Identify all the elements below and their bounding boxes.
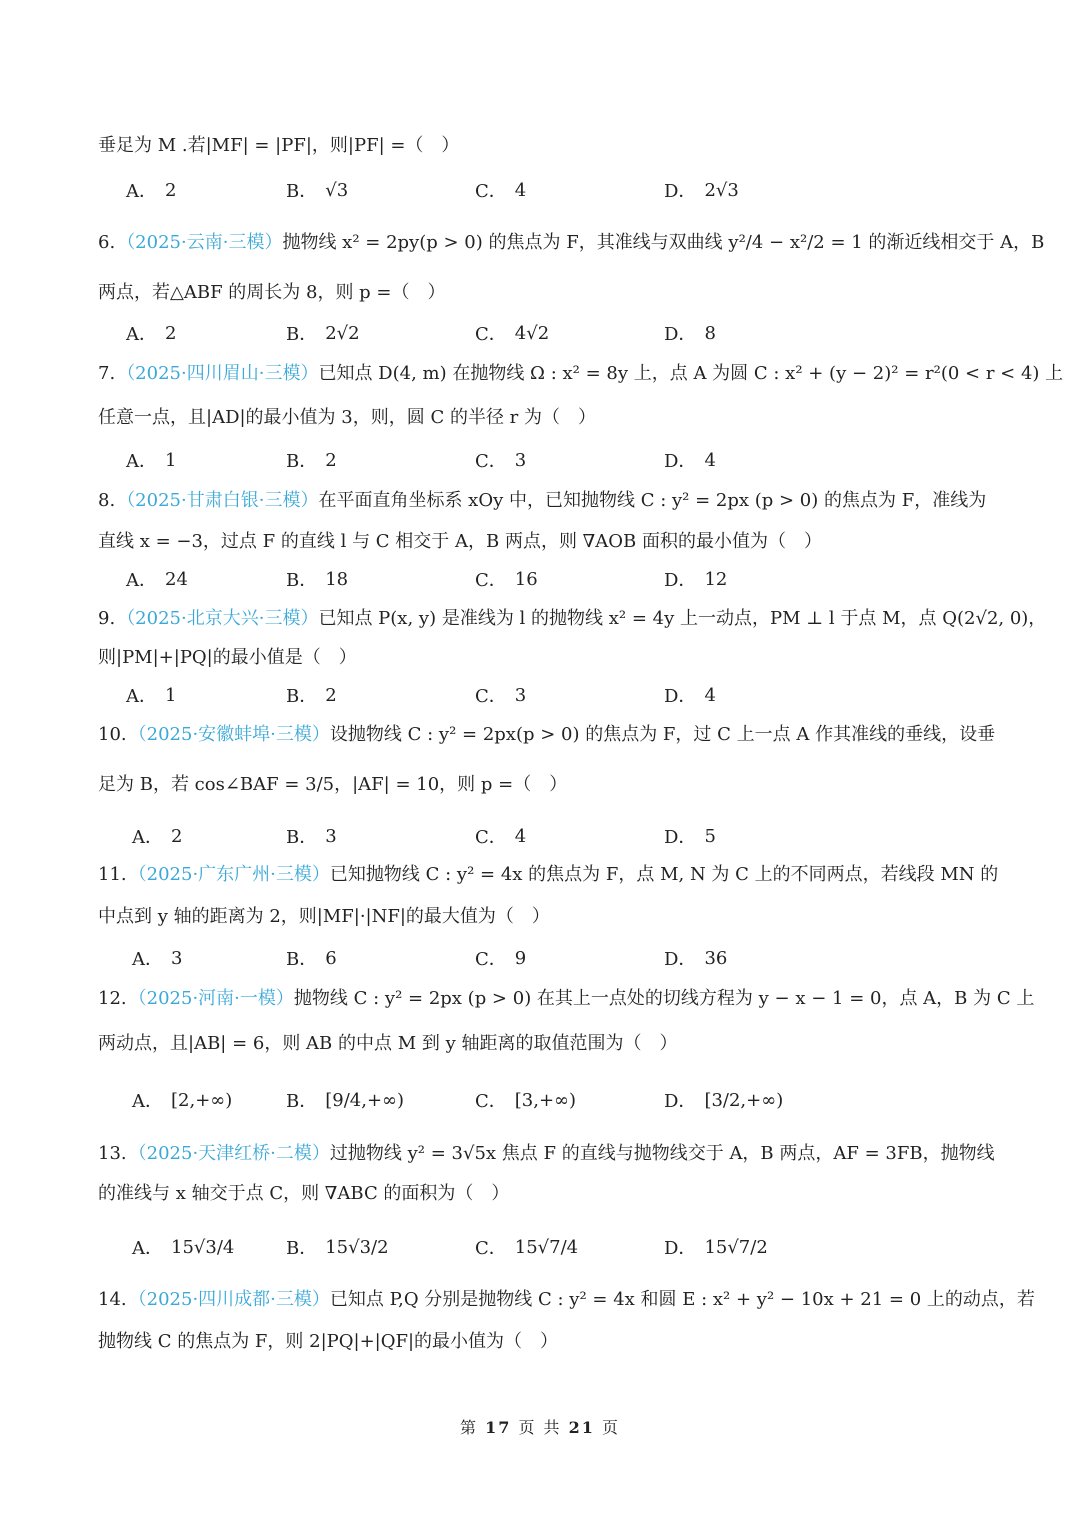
q14-line-1: 14. （2025·四川成都·三模）已知点 P,Q 分别是抛物线 C : y² = 4x 和圆 E : x² + y² − 10x + 21 = 0 上的动点，若 — [98, 1289, 1035, 1310]
q7-line-2: 任意一点，且|AD|的最小值为 3，则，圆 C 的半径 r 为（ ） — [98, 407, 596, 428]
options-q13 — [0, 1219, 1080, 1275]
question-source: （2025·广东广州·三模） — [128, 864, 330, 885]
option-b[interactable]: B． 6 — [286, 947, 337, 970]
option-d[interactable]: D． 36 — [664, 947, 728, 970]
options-q11 — [0, 930, 1080, 986]
option-b[interactable]: B． [9/4,+∞) — [286, 1089, 405, 1112]
options-q10 — [0, 808, 1080, 864]
option-c[interactable]: C． 3 — [475, 449, 527, 472]
question-source: （2025·北京大兴·三模） — [117, 608, 319, 629]
option-a[interactable]: A． 2 — [126, 179, 177, 202]
question-source: （2025·河南·一模） — [128, 988, 294, 1009]
q8-line-1: 8. （2025·甘肃白银·三模）在平面直角坐标系 xOy 中，已知抛物线 C : y² = 2px (p > 0) 的焦点为 F，准线为 — [98, 490, 987, 511]
question-number: 13. — [98, 1143, 127, 1164]
option-a[interactable]: A． 2 — [126, 322, 177, 345]
option-c[interactable]: C． 4 — [475, 179, 527, 202]
option-c[interactable]: C． 9 — [475, 947, 527, 970]
option-d[interactable]: D． [3/2,+∞) — [664, 1089, 784, 1112]
q6-line-1: 6. （2025·云南·三模）抛物线 x² = 2py(p > 0) 的焦点为 F，其准线与双曲线 y²/4 − x²/2 = 1 的渐近线相交于 A，B — [98, 232, 1045, 253]
question-number: 9. — [98, 608, 116, 629]
q7-line-1: 7. （2025·四川眉山·三模）已知点 D(4, m) 在抛物线 Ω : x² = 8y 上，点 A 为圆 C : x² + (y − 2)² = r²(0 < r < 4) 上 — [98, 363, 1064, 384]
page-footer: 第 17 页 共 21 页 — [459, 1418, 621, 1437]
question-number: 6. — [98, 232, 116, 253]
question-number: 7. — [98, 363, 116, 384]
question-source: （2025·安徽蚌埠·三模） — [128, 724, 330, 745]
q11-line-1: 11. （2025·广东广州·三模）已知抛物线 C : y² = 4x 的焦点为 F，点 M, N 为 C 上的不同两点，若线段 MN 的 — [98, 864, 999, 885]
option-c[interactable]: C． 3 — [475, 684, 527, 707]
total-page-number: 21 — [568, 1418, 595, 1437]
q12-line-2: 两动点，且|AB| = 6，则 AB 的中点 M 到 y 轴距离的取值范围为（ ） — [98, 1033, 678, 1054]
question-source: （2025·四川成都·三模） — [128, 1289, 330, 1310]
question-number: 14. — [98, 1289, 127, 1310]
options-q5 — [0, 162, 1080, 218]
option-d[interactable]: D． 2√3 — [664, 179, 739, 202]
option-a[interactable]: A． 1 — [126, 449, 177, 472]
option-b[interactable]: B． 2 — [286, 449, 337, 472]
question-number: 12. — [98, 988, 127, 1009]
question-source: （2025·云南·三模） — [117, 232, 283, 253]
q8-line-2: 直线 x = −3，过点 F 的直线 l 与 C 相交于 A，B 两点，则 ∇AOB 面积的最小值为（ ） — [98, 531, 822, 552]
options-q9 — [0, 667, 1080, 723]
option-d[interactable]: D． 8 — [664, 322, 716, 345]
q10-line-2: 足为 B，若 cos∠BAF = 3/5，|AF| = 10，则 p =（ ） — [98, 774, 568, 795]
q9-line-1: 9. （2025·北京大兴·三模）已知点 P(x, y) 是准线为 l 的抛物线 x² = 4y 上一动点，PM ⊥ l 于点 M，点 Q(2√2, 0)， — [98, 608, 1047, 629]
options-q6 — [0, 305, 1080, 361]
option-a[interactable]: A． 3 — [132, 947, 183, 970]
question-number: 11. — [98, 864, 127, 885]
q6-line-2: 两点，若△ABF 的周长为 8，则 p =（ ） — [98, 282, 446, 303]
option-c[interactable]: C． 4√2 — [475, 322, 550, 345]
q10-line-1: 10. （2025·安徽蚌埠·三模）设抛物线 C : y² = 2px(p > 0) 的焦点为 F，过 C 上一点 A 作其准线的垂线，设垂 — [98, 724, 996, 745]
option-a[interactable]: A． 1 — [126, 684, 177, 707]
option-c[interactable]: C． [3,+∞) — [475, 1089, 577, 1112]
question-source: （2025·天津红桥·二模） — [128, 1143, 330, 1164]
option-c[interactable]: C． 16 — [475, 568, 538, 591]
q13-line-2: 的准线与 x 轴交于点 C，则 ∇ABC 的面积为（ ） — [98, 1183, 510, 1204]
question-source: （2025·甘肃白银·三模） — [117, 490, 319, 511]
q14-line-2: 抛物线 C 的焦点为 F，则 2|PQ|+|QF|的最小值为（ ） — [98, 1331, 559, 1352]
option-d[interactable]: D． 15√7/2 — [664, 1236, 768, 1259]
option-a[interactable]: A． 15√3/4 — [132, 1236, 235, 1259]
option-d[interactable]: D． 4 — [664, 449, 716, 472]
option-b[interactable]: B． 2√2 — [286, 322, 360, 345]
q13-line-1: 13. （2025·天津红桥·二模）过抛物线 y² = 3√5x 焦点 F 的直线与抛物线交于 A，B 两点，AF = 3FB，抛物线 — [98, 1143, 995, 1164]
q11-line-2: 中点到 y 轴的距离为 2，则|MF|·|NF|的最大值为（ ） — [98, 906, 550, 927]
options-q8 — [0, 551, 1080, 607]
option-b[interactable]: B． 18 — [286, 568, 349, 591]
option-b[interactable]: B． √3 — [286, 179, 349, 202]
option-d[interactable]: D． 4 — [664, 684, 716, 707]
option-b[interactable]: B． 15√3/2 — [286, 1236, 389, 1259]
option-a[interactable]: A． 2 — [132, 825, 183, 848]
option-a[interactable]: A． [2,+∞) — [132, 1089, 233, 1112]
option-c[interactable]: C． 4 — [475, 825, 527, 848]
options-q12 — [0, 1072, 1080, 1128]
option-b[interactable]: B． 3 — [286, 825, 337, 848]
option-d[interactable]: D． 12 — [664, 568, 728, 591]
q12-line-1: 12. （2025·河南·一模）抛物线 C : y² = 2px (p > 0) 在其上一点处的切线方程为 y − x − 1 = 0，点 A，B 为 C 上 — [98, 988, 1035, 1009]
q9-line-2: 则|PM|+|PQ|的最小值是（ ） — [98, 647, 357, 668]
question-number: 8. — [98, 490, 116, 511]
option-b[interactable]: B． 2 — [286, 684, 337, 707]
question-source: （2025·四川眉山·三模） — [117, 363, 319, 384]
q5-tail-line: 垂足为 M .若|MF| = |PF|，则|PF| =（ ） — [98, 135, 460, 156]
options-q7 — [0, 432, 1080, 488]
option-d[interactable]: D． 5 — [664, 825, 716, 848]
option-c[interactable]: C． 15√7/4 — [475, 1236, 579, 1259]
question-number: 10. — [98, 724, 127, 745]
option-a[interactable]: A． 24 — [126, 568, 188, 591]
current-page-number: 17 — [485, 1418, 512, 1437]
